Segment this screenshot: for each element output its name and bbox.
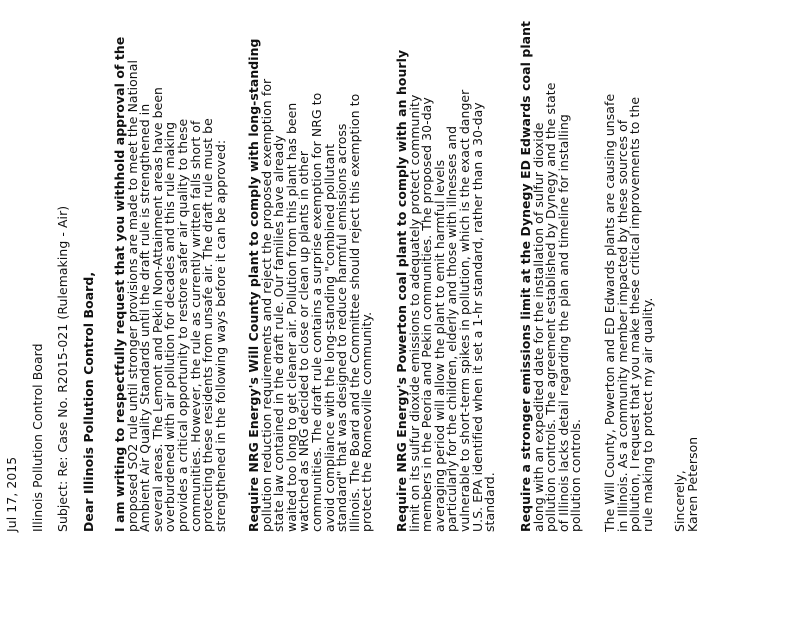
- point1-line: avoid compliance with the long-standing "combined pollutant: [321, 143, 337, 532]
- closing-line: The Will County, Powerton and ED Edwards plants are causing unsafe: [602, 93, 617, 532]
- intro-line: proposed SO2 rule until stronger provisions are made to meet the National: [124, 60, 140, 532]
- point1-line: standard" that was designed to reduce harmful emissions across: [334, 123, 350, 532]
- intro-line: overburdened with air pollution for decades and this rule making: [162, 121, 178, 532]
- point1-line: watched as NRG decided to close or clean up plants in other: [296, 150, 312, 532]
- closing-line: in Illinois. As a community member impacted by these sources of: [614, 119, 630, 532]
- intro-line: provides a critical opportunity to restore safer air quality to these: [174, 118, 190, 532]
- point2-line: standard.: [482, 472, 498, 532]
- point3-line: pollution controls. The agreement established by Dynegy and the state: [543, 82, 559, 532]
- letter-signoff: [674, 0, 699, 532]
- point2-line: limit on its sulfur dioxide emissions to adequately protect community: [406, 94, 422, 532]
- subject-text: Subject: Re: Case No. R2015-021 (Rulemaking - Air): [55, 205, 70, 532]
- intro-paragraph: [114, 0, 227, 532]
- closing-line: rule making to protect my air quality.: [639, 297, 655, 532]
- point1-line: protect the Romeoville community.: [359, 311, 375, 532]
- date-text: Jul 17, 2015: [4, 456, 19, 532]
- intro-line: Ambient Air Quality Standards until the draft rule is strengthened in: [137, 103, 153, 532]
- intro-line: strengthened in the following ways before it can be approved:: [212, 139, 228, 532]
- salutation-text: Dear Illinois Pollution Control Board,: [81, 271, 96, 532]
- point3-line: of Illinois lacks detail regarding the plan and timeline for installing: [555, 114, 571, 532]
- point3-line: Require a stronger emissions limit at the Dynegy ED Edwards coal plant: [518, 20, 533, 532]
- closing-line: pollution, I request that you make these critical improvements to the: [627, 96, 643, 532]
- point1-line: waited too long to get cleaner air. Pollution from this plant has been: [283, 102, 299, 532]
- point2-line: averaging period will allow the plant to emit harmful levels: [431, 159, 447, 532]
- letter-subject: [57, 0, 70, 532]
- letter-salutation: [83, 0, 96, 532]
- letter-date: [6, 0, 19, 532]
- point2-line: vulnerable to short-term spikes in pollution, which is the exact danger: [456, 89, 472, 532]
- intro-line: protecting these residents from unsafe air. The draft rule must be: [200, 118, 216, 532]
- point2-line: particularly for the children, elderly and those with illnesses and: [444, 125, 460, 532]
- intro-line: communities. However, the rule as currently written falls short of: [187, 120, 203, 532]
- point1-line: Illinois. The Board and the Committee should reject this exemption to: [346, 93, 362, 532]
- recipient-text: Illinois Pollution Control Board: [30, 343, 45, 532]
- intro-line: several areas. The Lemont and Pekin Non-Attainment areas have been: [149, 86, 165, 532]
- signature-name: Karen Peterson: [684, 436, 700, 532]
- point-will-county: [248, 0, 374, 532]
- closing-paragraph: [604, 0, 654, 532]
- point2-line: U.S. EPA identified when it set a 1-hr standard, rather than a 30-day: [469, 102, 485, 532]
- letter-recipient: [32, 0, 45, 532]
- signoff-text: Sincerely,: [672, 470, 687, 532]
- point1-line: communities. The draft rule contains a surprise exemption for NRG to: [308, 92, 324, 532]
- intro-line: I am writing to respectfully request that you withhold approval of the: [112, 36, 127, 532]
- point3-line: along with an expedited date for the installation of sulfur dioxide: [530, 122, 546, 532]
- point2-line: members in the Peoria and Pekin communities. The proposed 30-day: [419, 97, 435, 532]
- point3-line: pollution controls.: [568, 418, 584, 532]
- point1-line: Require NRG Energy's Will County plant to comply with long-standing: [246, 38, 261, 532]
- point-ed-edwards: [520, 0, 583, 532]
- point-powerton: [396, 0, 497, 532]
- point1-line: pollution reduction requirements and reject the proposed exemption for: [258, 78, 274, 532]
- point1-line: state law contained in the draft rule. Our families have already: [271, 135, 287, 532]
- point2-line: Require NRG Energy's Powerton coal plant to comply with an hourly: [394, 49, 409, 532]
